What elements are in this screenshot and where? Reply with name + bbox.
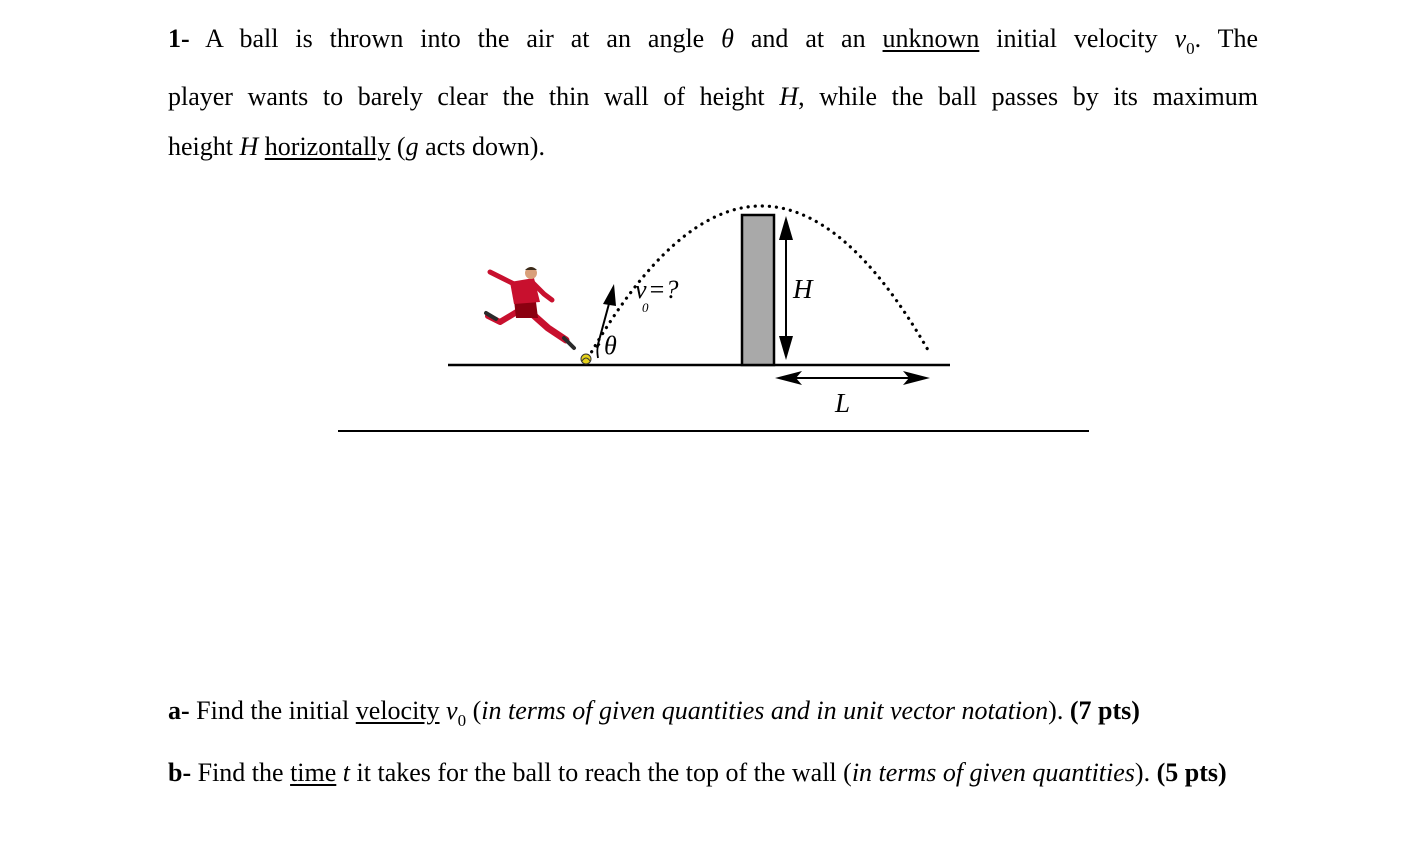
height-label: H	[793, 274, 813, 304]
velocity-label-question: =?	[648, 275, 679, 304]
soccer-player-icon	[486, 267, 574, 348]
velocity-arrow-head	[603, 284, 616, 306]
v-subscript: 0	[457, 711, 467, 730]
text: (	[466, 696, 482, 725]
text: height	[168, 132, 240, 161]
text: ).	[1048, 696, 1070, 725]
unknown-underlined: unknown	[882, 24, 980, 53]
angle-arc	[597, 344, 600, 358]
wall	[742, 215, 774, 365]
g-symbol: g	[405, 132, 419, 161]
question-a-label: a-	[168, 696, 190, 725]
text: Find the initial	[189, 696, 356, 725]
text: initial velocity	[979, 24, 1175, 53]
text: . The	[1194, 24, 1259, 53]
v-symbol: v	[1174, 24, 1187, 53]
question-b-label: b-	[168, 758, 192, 787]
text: it takes for the ball to reach the top of the wall (	[350, 758, 852, 787]
v-symbol: v	[439, 696, 458, 725]
ball-icon	[581, 354, 591, 364]
text: A ball is thrown into the air at an angle	[189, 24, 722, 53]
h-symbol: H	[779, 82, 799, 111]
points-a: (7 pts)	[1069, 696, 1140, 725]
text: ).	[1134, 758, 1157, 787]
problem-number: 1-	[168, 24, 190, 53]
height-arrow-head-up	[779, 216, 793, 240]
length-label: L	[835, 388, 851, 418]
text: and at an	[733, 24, 883, 53]
theta-symbol: θ	[721, 24, 734, 53]
velocity-label-subscript: 0	[642, 300, 649, 315]
italic-note: in terms of given quantities and in unit vector notation	[481, 696, 1049, 725]
height-arrow-head-down	[779, 336, 793, 360]
time-underlined: time	[290, 758, 337, 787]
italic-note: in terms of given quantities	[851, 758, 1135, 787]
text: Find the	[191, 758, 291, 787]
h-symbol: H	[239, 132, 259, 161]
text: (	[390, 132, 406, 161]
points-b: (5 pts)	[1156, 758, 1227, 787]
horizontally-underlined: horizontally	[264, 132, 391, 161]
text: acts down).	[418, 132, 545, 161]
question-b	[168, 758, 1227, 788]
text: , while the ball passes by its maximum	[798, 82, 1259, 111]
velocity-underlined: velocity	[355, 696, 440, 725]
text: player wants to barely clear the thin wall of height	[168, 82, 780, 111]
v-subscript: 0	[1186, 39, 1195, 58]
velocity-label-v: v	[635, 275, 647, 304]
question-a	[168, 696, 1140, 731]
theta-label: θ	[604, 331, 617, 360]
t-symbol: t	[336, 758, 351, 787]
